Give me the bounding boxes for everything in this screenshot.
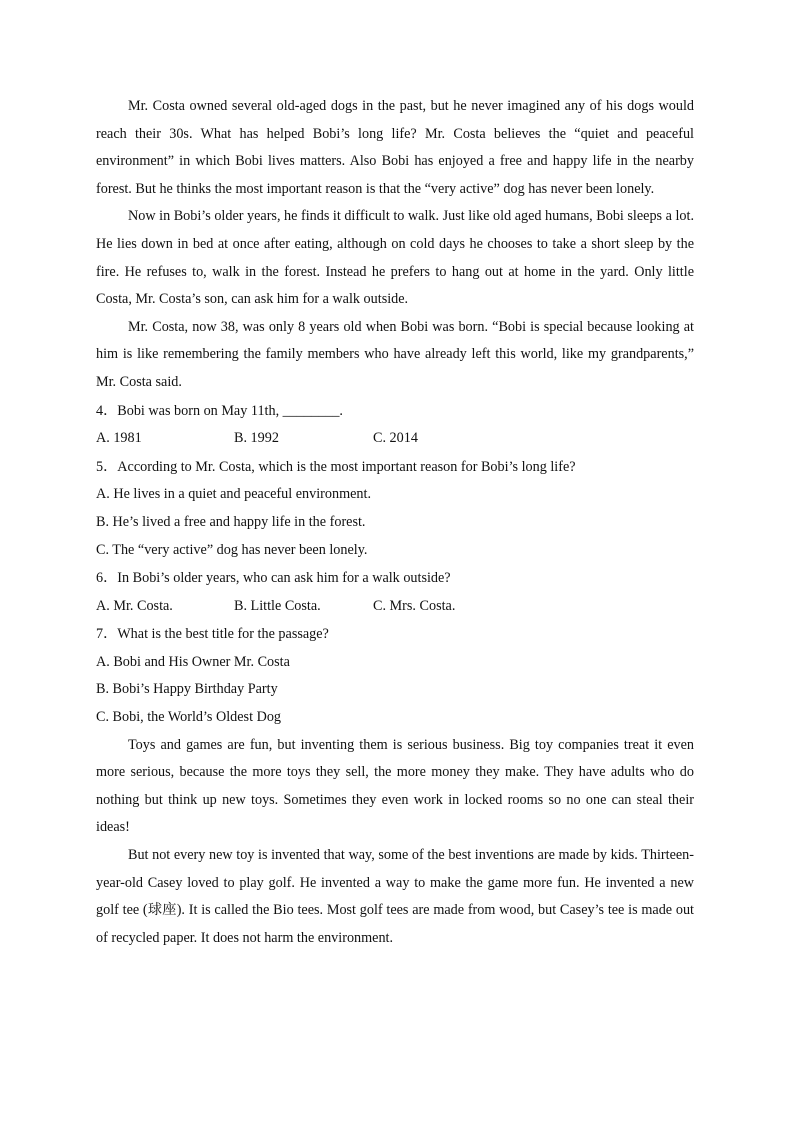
option-c: C. 2014 xyxy=(373,430,418,447)
question-stem: 7．What is the best title for the passage? xyxy=(96,626,329,643)
question-5 xyxy=(96,454,694,564)
question-stem: 5．According to Mr. Costa, which is the most important reason for Bobi’s long life? xyxy=(96,458,576,475)
option-b: B. Bobi’s Happy Birthday Party xyxy=(96,681,278,698)
passage-1-paragraph: Mr. Costa owned several old-aged dogs in the past, but he never imagined any of his dogs would reach their 30s. What has helped Bobi’s long life? Mr. Costa believes the “quiet and peaceful environment” in which Bobi lives matters. Also Bobi has enjoyed a free and happy life in the nearby forest. But he thinks the most important reason is that the “very active” dog has never been lonely. xyxy=(96,98,694,197)
question-options xyxy=(96,425,694,453)
passage-1-paragraph: Mr. Costa, now 38, was only 8 years old when Bobi was born. “Bobi is special because looking at him is like remembering the family members who have already left this world, like my grandparents,” Mr. Costa said. xyxy=(96,318,694,390)
option-c: C. Bobi, the World’s Oldest Dog xyxy=(96,709,282,726)
document-page xyxy=(96,93,694,952)
question-6 xyxy=(96,565,694,620)
option-c: C. Mrs. Costa. xyxy=(373,597,456,614)
passage-2-paragraph: Toys and games are fun, but inventing them is serious business. Big toy companies treat it even more serious, because the more toys they sell, the more money they make. They have adults who do nothing but think up new toys. Sometimes they even work in locked rooms so no one can steal their ideas! xyxy=(96,736,694,836)
option-a: A. He lives in a quiet and peaceful environment. xyxy=(96,486,371,503)
option-a: A. 1981 xyxy=(96,430,142,447)
passage-1 xyxy=(96,93,694,397)
question-options xyxy=(96,593,694,621)
question-stem: 4．Bobi was born on May 11th, ________. xyxy=(96,402,343,419)
question-4 xyxy=(96,398,694,453)
option-b: B. Little Costa. xyxy=(234,597,321,614)
option-b: B. He’s lived a free and happy life in the forest. xyxy=(96,513,366,530)
question-7 xyxy=(96,621,694,731)
passage-2-paragraph: But not every new toy is invented that way, some of the best inventions are made by kids. Thirteen-year-old Casey loved to play golf. He invented a way to make the game more fun. He invented a new golf tee (球座). It is called the Bio tees. Most golf tees are made from wood, but Casey’s tee is made out of recycled paper. It does not harm the environment. xyxy=(96,847,694,946)
option-b: B. 1992 xyxy=(234,430,279,447)
option-c: C. The “very active” dog has never been lonely. xyxy=(96,541,368,558)
passage-1-paragraph: Now in Bobi’s older years, he finds it difficult to walk. Just like old aged humans, Bobi sleeps a lot. He lies down in bed at once after eating, although on cold days he chooses to take a short sleep by the fire. He refuses to, walk in the forest. Instead he prefers to hang out at home in the yard. Only little Costa, Mr. Costa’s son, can ask him for a walk outside. xyxy=(96,208,694,308)
passage-2 xyxy=(96,732,694,953)
option-a: A. Mr. Costa. xyxy=(96,597,173,614)
question-stem: 6．In Bobi’s older years, who can ask him for a walk outside? xyxy=(96,570,451,587)
option-a: A. Bobi and His Owner Mr. Costa xyxy=(96,653,290,670)
